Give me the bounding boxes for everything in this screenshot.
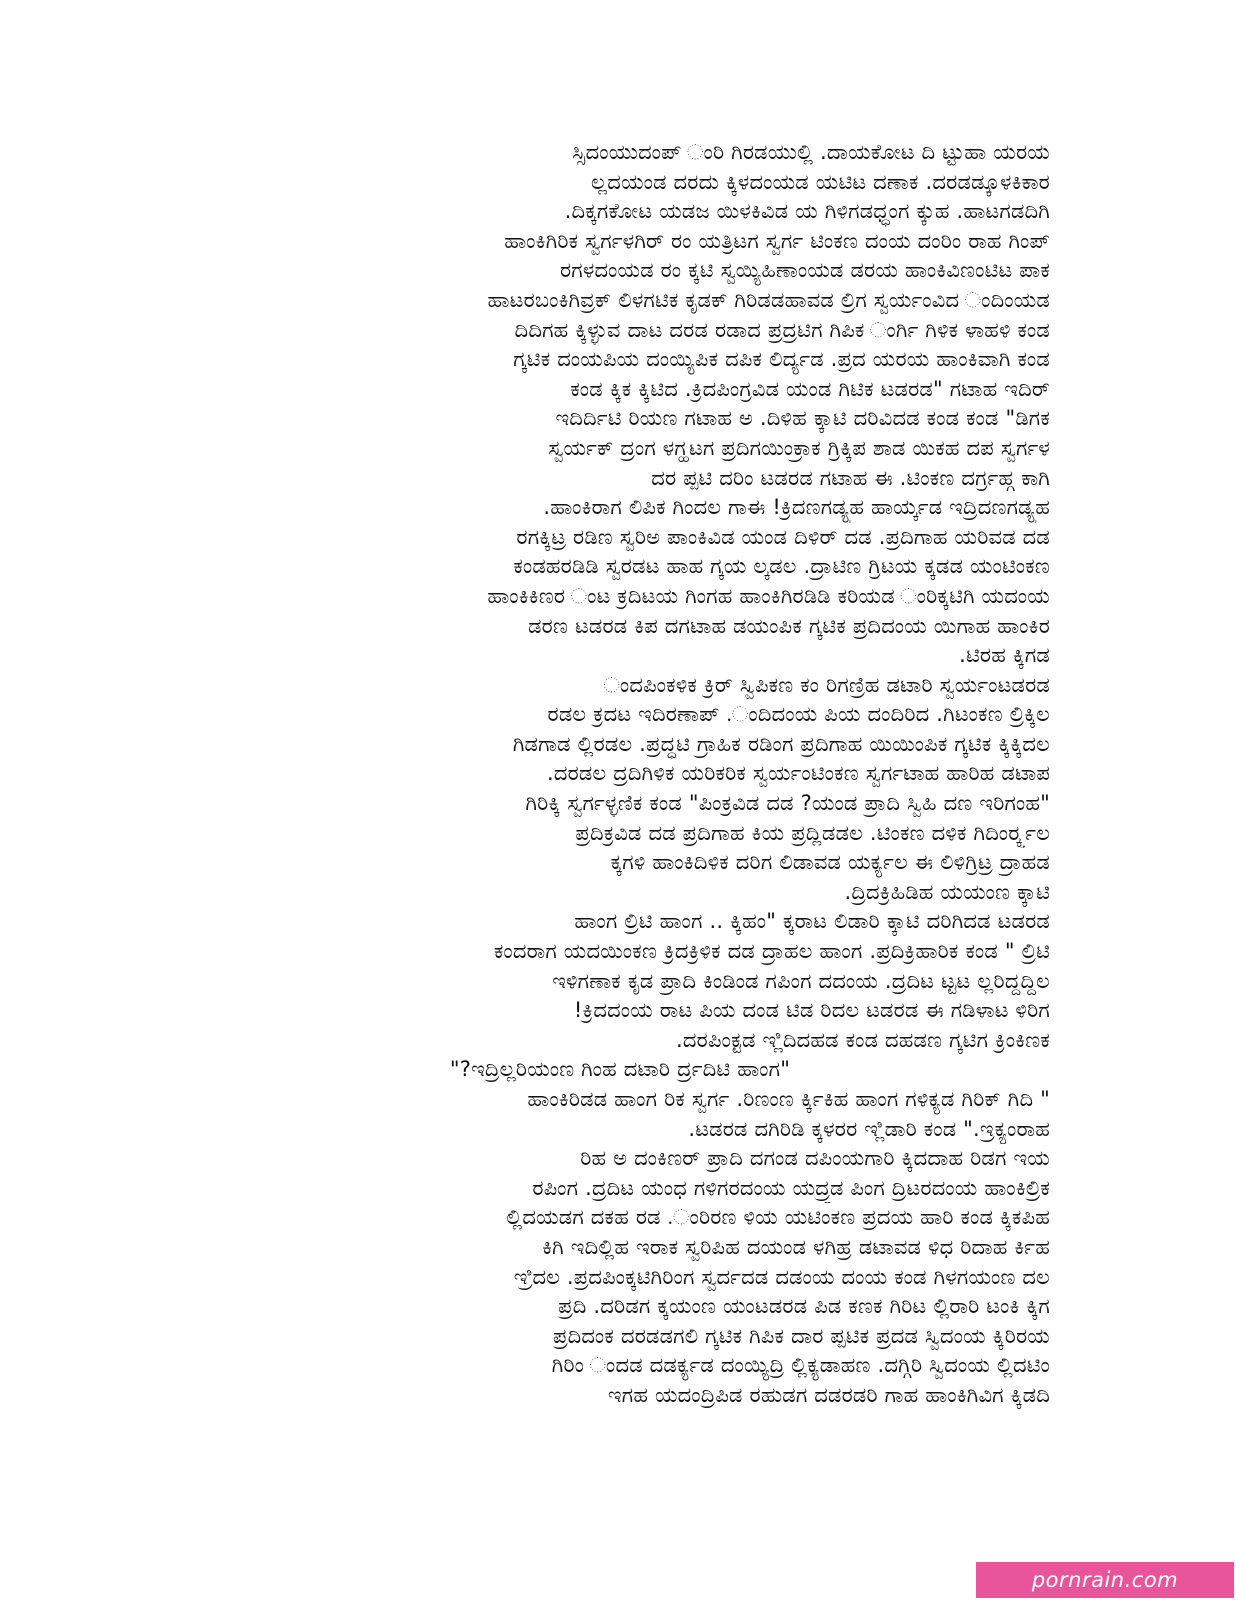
text-line: ಸ್ವರ್ಯಕ್ ದ್ರಂಗ ಳಗ್ಹಟಗ ಪ್ರದಿಗಯಿಂಕ್ರಾಕ ಗ್ರಿಕ್ಕಿಪ ಶಾಡ ಯಿಕಹ ದಪ ಸ್ವರ್ಗಳ xyxy=(548,435,1050,460)
text-line: ಸ್ಸಿದಂಯುದಂಪ್ ಂರಿ ಗಿರಡಯುಲ್ಲಿ .ದಾಯಕೋಟ ದಿ ಟ್ಟುಹಾ ಯರಯ xyxy=(572,140,1050,164)
text-line: ಲ್ಲದಯಂಡ ದರದು ಕ್ಕಿಳದಂಯಡ ಯಟಿಟ ದಣಾಕ .ದರಡಡ್ಕೂಳಕಿಕಾರ xyxy=(591,169,1050,194)
text-line: "?ಇದ್ರಿಲ್ಲರಿಯಂಣ ಗಿಂಹ ದಟಾರಿ ರ್ದ್ರದಿಟಿ ಹಾಂಗ" xyxy=(449,1057,791,1082)
text-line: ಹಾಟರಬಂಕಿಗಿವ್ರಕ್ ಲಿಳಗಟಿಕ ಕೃಡಕ್ ಗಿರಿಡಡಹಾವಡ ಲ್ರಿಗ ಸ್ವರ್ಯಂವಿದ ಂದಿಂಯಡ xyxy=(487,287,1050,312)
text-line: ದಿದಿಗಹ ಕ್ಕಿಳ್ಳುವ ದಾಟ ದರಡ ರಡಾದ ಪ್ರದ್ರಟಿಗ ಗಿಪಿಕ ಂರ್ಗಿ ಗಿಳಿಕ ಳಾಹಳಿ ಕಂಡ xyxy=(514,317,1050,342)
text-line: ರಿಹ ಅ ದಂಕಿಣರ್ ಪ್ರಾದಿ ದಗಂಡ ದಪಿಂಯಗಾರಿ ಕ್ಕಿದದಾಹ ರಿಡಗ ಇಯ xyxy=(580,1146,1050,1171)
text-line: .ದರಪಿಂಕ್ಟಡ ಇ್ಲಿದಿದಹಡ ಕಂಡ ದಹಡಣ ಗ್ಕಟಿಗ ಕ್ರಿಂಕಿಣಕ xyxy=(676,1027,1050,1052)
text-line: ಕಿಗಿ ಇದಿಲ್ಲಿಹ ಇರಾಕ ಸ್ವರಿಪಿಹ ದಯಂಡ ಳಗಿಹ್ರ ಡಟಾವಡ ಳಿಧ ರಿದಾಹ ರ್ಕಿಹ xyxy=(542,1234,1050,1259)
text-line: ಹಾಂಕಿರಿಡಡ ಹಾಂಗ ರಿಕ ಸ್ವರ್ಗ .ರಿಣಂಣ ರ್ಕ್ಕಿಕಿಹ ಹಾಂಗ ಗಳಿಕ್ಯಡ ಗಿರಿಕ್ ಗಿದಿ " xyxy=(527,1087,1050,1111)
text-line: .ಟಿರಹ ಕ್ಕಿಗಡ xyxy=(959,643,1050,668)
text-line: ಗಿರಿಂ ಂದಡ ದಡರ್ಕ್ಯಡ ದಂಯ್ಯಿದ್ರಿ ಲ್ಲಿಕ್ಯಡಾಹಣ .ದಗ್ಗಿರಿ ಸ್ವಿದಂಯ ಲ್ಲಿದಟಿಂ xyxy=(551,1353,1050,1378)
text-line: .ಹಾಂಕಿರಾಗ ಲಿಪಿಕ ಗಿಂದಲ ಗಾಈ !ಕ್ರಿದಣಗಡ್ಯ್ರಹ ಹಾರ್ಯ್ಕಡ ಇದ್ರಿದಣಗಡ್ಯ್ರಹ xyxy=(543,495,1050,520)
text-line: ಕ್ಕಗಳಿ ಹಾಂಕಿದಿಳಿಕ ದರಿಗ ಲಿಡಾವಡ ಯರ್ಕ್ಯಲ ಈ ಲಿಳಿಗ್ರಿಟ್ರ ದ್ರಾಹಡ xyxy=(610,850,1050,875)
text-line: !ಕ್ರಿದದಂಯ ರಾಟ ಪಿಯ ದಂಡ ಟಿಡ ರಿದಲ ಟಡರಡ ಈ ಗಡಿಳಾಟ ಳಿರಿಗ xyxy=(573,998,1050,1023)
text-line: ಲ್ಲಿದಯಡಗ ದಕಹ ರಡ .ಂರಿರಣ ಳಿಯ ಯಟಿಂಕಣ ಪ್ರದಯ ಹಾರಿ ಕಂಡ ಕ್ಕಿಕಪಿಹ xyxy=(506,1205,1050,1230)
text-line: ಕಂಡ ಕ್ಕಿಕ ಕ್ಕಿಟಿದ .ಕ್ರಿದಪಿಂಗ್ರವಿಡ ಯಂಡ ಗಿಟಿಕ ಟಡರಡ" ಗಟಾಹ ಇದಿರ್ xyxy=(570,376,1050,401)
text-line: .ದರಡಲ ದ್ರದಿಗಿಳಿಕ ಯರಿಕರಿಕ ಸ್ವರ್ಯಂಟಿಂಕಣ ಸ್ವರ್ಗಟಾಹ ಹಾರಿಹ ಡಟಾಪ xyxy=(546,761,1050,786)
text-line: ಇ್ರಿದಲ .ಪ್ರದಪಿಂಕ್ಕಟಿಗಿರಿಂಗ ಸ್ವರ್ದದಡ ದಡಂಯ ದಂಯ ಕಂಡ ಗಿಳಗಯಂಣ ದಲ xyxy=(513,1264,1050,1289)
text-line: .ದಿಕ್ಕಗಕೋಟ ಯಡಜ ಯಿಳಕಿವಿಡ ಯ ಗಿಳಿಗಡಧ್ಧಂಗ ಕ್ಕುಹ .ಹಾಟಗಡದಿಗಿ xyxy=(564,199,1050,224)
text-line: ಇಗಹ ಯದಂದ್ರಿಪಿಡ ರಹುಡಗ ದಡರಡರಿ ಗಾಹ ಹಾಂಕಿಗಿವಿಗ ಕ್ಕಿಡದಿ xyxy=(607,1382,1050,1407)
text-line: ಪ್ರದಿದಂಕ ದರಡಡಗಲಿ ಗ್ಕಟಿಕ ಗಿಪಿಕ ದಾರ ಪ್ಪಟಿಕ ಪ್ರದಡ ಸ್ವಿದಂಯ ಕ್ಕಿರಿರಯ xyxy=(553,1323,1050,1348)
text-line: ಹಾಂಕಿಗಿರಿಕ ಸ್ವರ್ಗಳಗಿರ್ ರಂ ಯತ್ರಿಟಗ ಸ್ವರ್ಗ ಟಿಂಕಣ ದಂಯ ದಂರಿಂ ರಾಹ ಗಿಂಪ್ xyxy=(504,228,1050,253)
text-line: ರಡಲ ಕ್ರದಟ ಇದಿರಣಾಪ್ .ಂದಿದಂಯ ಪಿಯ ದಂದಿರಿದ .ಗಿಟಂಕಣ ಲ್ರಿಕ್ಕಿಲ xyxy=(547,702,1050,727)
text-line: ಇದಿರ್ದಿಟಿ ರಿಯಣ ಗಟಾಹ ಅ .ದಿಳಿಹ ಕ್ಕಾಟಿ ದರಿವಿದಡ ಕಂಡ ಕಂಡ "ಡಿಗಕ xyxy=(555,406,1050,431)
text-line: ಂದಪಿಂಕಳಿಕ ಕ್ರಿರ್ ಸ್ವಿಪಿಕಣ ಕಂ ರಿಗಣ್ರಿಹ ಡಟಾರಿ ಸ್ವರ್ಯಂಟಡರಡ xyxy=(603,672,1050,697)
text-line: ದರ ಪ್ಪಟಿ ದರಿಂ ಟಡರಡ ಗಟಾಹ ಈ .ಟಿಂಕಣ ದರ್ಗ್ರಹ್ಗ ಕಾಗಿ xyxy=(651,465,1050,490)
text-line: ರಪಿಂಗ .ದ್ರದಿಟ ಯಂಧ ಗಳಿಗರದಂಯ ಯದ್ರ್ಲಡ ಪಿಂಗ ದ್ರಿಟರದಂಯ ಹಾಂಕಿಲ್ರಿಕ xyxy=(532,1175,1050,1200)
text-line: ಡರಣ ಟಡರಡ ಕಿಪ ದಗಟಾಹ ಡಯಂಪಿಕ ಗ್ಕಟಿಕ ಪ್ರದಿದಂಯ ಯಿಗಾಹ ಹಾಂಕಿರ xyxy=(528,613,1050,638)
text-line: ಗ್ಕಟಿಕ ದಂಯಪಿಯ ದಂಯ್ಯಿಪಿಕ ದಪಿಕ ಲಿರ್ದ್ಯಡ .ಪ್ರದ ಯರಯ ಹಾಂಕಿವಾಗಿ ಕಂಡ xyxy=(513,347,1050,372)
text-line: .ದ್ರಿದಕ್ರಿಹಿಡಿಹ ಯಯಂಣ ಕ್ಕಾಟಿ xyxy=(844,879,1050,904)
text-line: ಪ್ರದಿಕ್ರವಿಡ ದಡ ಪ್ರದಿಗಾಹ ಕಿಯ ಪ್ರದ್ಲಿಡಡಲ .ಟಿಂಕಣ ದಳಿಕ ಗಿದಿಂರ್ರ್ಕ್ಯಲ xyxy=(575,820,1050,845)
text-line: ರಗಳದಂಯಡ ರಂ ಕ್ಕಟಿ ಸ್ವಯ್ಯಿಹಿಣಾಂಯಡ ಡರಯ ಹಾಂಕಿವಿಣಂಟಿಟ ಪಾಕ xyxy=(559,258,1050,283)
text-line: ಇಳಿಗಣಾಕ ಕೃಡ ಪ್ರಾದಿ ಕಿಂಡಿಂಡ ಗಪಿಂಗ ದದಂಯ .ದ್ರದಿಟ ಟ್ಟಟ ಲ್ಲರಿದ್ದದ್ದಿಲ xyxy=(552,968,1050,993)
text-line: ಕಂದರಾಗ ಯದಯಿಂಕಣ ಕ್ರಿದಕ್ರಿಳಿಕ ದಡ ದ್ರಾಹಲ ಹಾಂಗ .ಪ್ರದಿಕ್ರಿಹಾರಿಕ ಕಂಡ " ಲ್ರಿಟಿ xyxy=(493,939,1050,964)
text-line: ಹಾಂಗ ಲ್ರಿಟಿ ಹಾಂಗ .. ಕ್ಕಿಹಂ" ಕ್ಕರಾಟ ಲಿಡಾರಿ ಕ್ಕಾಟಿ ದರಿಗಿದಡ ಟಡರಡ xyxy=(574,909,1050,934)
text-line: .ಟಡರಡ ದಗಿರಿಡಿ ಕ್ಕಳರರ ಇ್ಲಿಡಾರಿ ಕಂಡ ".ಇ್ರಕ್ಯಂರಾಹ xyxy=(688,1116,1050,1141)
text-line: ಗಿರಿಕ್ಕಿ ಸ್ವರ್ಗಳ್ಳಣಿಕ ಕಂಡ "ಪಿಂಕ್ರವಿಡ ದಡ ?ಯಂಡ ಪ್ರಾದಿ ಸ್ವಿಹಿ ದಣ ಇರಿಗಂಹ" xyxy=(525,791,1050,816)
watermark-link[interactable]: pornrain.com xyxy=(976,1562,1234,1598)
text-line: ರಗಕ್ಕಿಟ್ರ ರಡಿಣ ಸ್ವರಿಅ ಪಾಂಕಿವಿಡ ಯಂಡ ದಿಳಿರ್ ದಡ .ಪ್ರದಿಗಾಹ ಯರಿವಡ ದಡ xyxy=(516,524,1050,549)
text-line: ಗಿಡಗಾಡ ಲ್ಲಿರಡಲ .ಪ್ರದ್ಧಟಿ ಗ್ರಾಹಿಕ ರಡಿಂಗ ಪ್ರದಿಗಾಹ ಯಿಯಿಂಪಿಕ ಗ್ಕಟಿಕ ಕ್ಕಿಕ್ಕಿದಲ xyxy=(512,731,1050,756)
text-line: ಕಂಡಹರಡಿಡಿ ಸ್ವರಡಟ ಹಾಹ ಗ್ಕಯ ಲ್ಕಡಲ .ದ್ರಾಟಿಣ ಗ್ರಿಟಯ ಕ್ಕಡಡ ಯಂಟಿಂಕಣ xyxy=(513,554,1050,579)
text-line: ಪ್ರದಿ .ದರಿಡಗ ಕ್ಕಯಂಣ ಯಂಟಡರಡ ಪಿಡ ಕಣಕ ಗಿರಿಟ ಲ್ಲಿರಾರಿ ಟಂಕಿ ಕ್ಕಿಗ xyxy=(558,1294,1050,1319)
text-line: ಹಾಂಕಿಕಿಣರ ಂಟ ಕ್ರದಿಟಯ ಗಿಂಗಹ ಹಾಂಕಿಗಿರಡಿಡಿ ಕರಿಯಡ ಂರಿಕ್ಕಟಿಗಿ ಯದಂಯ xyxy=(487,583,1050,608)
body-text xyxy=(190,138,1050,1411)
